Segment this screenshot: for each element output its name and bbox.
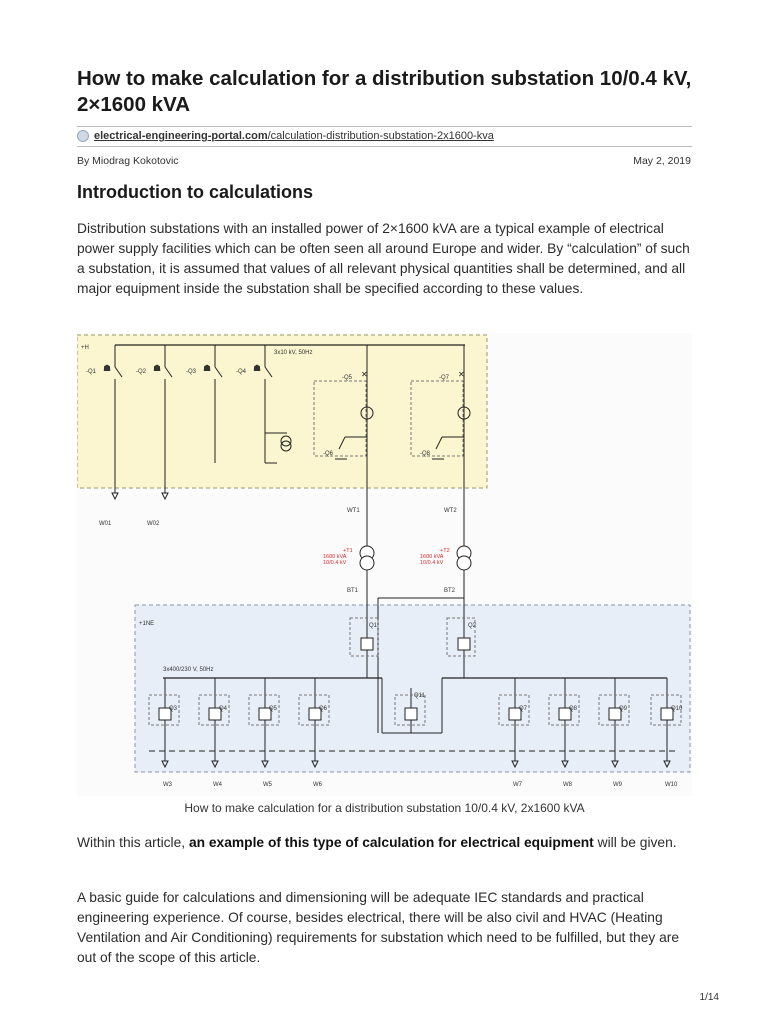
outgoing-breaker-label: Q3	[169, 706, 178, 712]
paragraph-guide: A basic guide for calculations and dimensioning will be adequate IEC standards and practical engineering experience. Of course, besides electrical, there will be also civil and HVAC (Heating Ventilation and Air Conditioning) requirements for substation which need to be fulfilled, but they are out of the scope of this article.	[77, 890, 680, 965]
lv-switchgear-panel	[135, 605, 690, 772]
title-divider	[77, 126, 692, 127]
breaker-icon: ✕	[361, 370, 368, 379]
transformer-rating-t2: 1600 kVA	[420, 554, 444, 560]
outgoing-breaker-label: Q4	[219, 706, 228, 712]
mv-panel-tag: +H	[81, 345, 89, 351]
mv-switch-label-q1: -Q1	[86, 369, 97, 375]
incomer-label-q1: Q1	[369, 623, 378, 629]
cable-label-wt1: WT1	[347, 508, 360, 514]
lv-bus-label: 3x400/230 V, 50Hz	[163, 667, 214, 673]
figure-caption: How to make calculation for a distribution substation 10/0.4 kV, 2x1600 kVA	[184, 801, 585, 815]
outgoing-breaker-label: Q6	[319, 706, 328, 712]
outgoing-breaker-label: Q10	[671, 706, 683, 712]
outgoing-cable-label: W6	[313, 782, 322, 788]
single-line-diagram	[77, 333, 692, 796]
feeder-label-w02: W02	[147, 521, 160, 527]
page-number: 1/14	[699, 992, 719, 1003]
single-line-diagram-svg	[77, 333, 692, 796]
outgoing-cable-label: W3	[163, 782, 172, 788]
mv-switch-label-q4: -Q4	[236, 369, 247, 375]
outgoing-cable-label: W5	[263, 782, 272, 788]
breaker-icon: ✕	[458, 370, 465, 379]
transformer-tag-t1: +T1	[343, 548, 353, 554]
fuse-bell-icon: ☗	[103, 363, 112, 373]
outgoing-cable-label: W7	[513, 782, 522, 788]
outgoing-cable-label: W8	[563, 782, 572, 788]
mv-switchgear-panel	[77, 335, 487, 488]
transformer-rating-t1: 1600 kVA	[323, 554, 347, 560]
mv-switch-label-q3: -Q3	[186, 369, 197, 375]
outgoing-cable-label: W9	[613, 782, 622, 788]
source-link[interactable]: electrical-engineering-portal.com/calculation-distribution-substation-2x1600-kva	[94, 130, 494, 142]
mv-switch-label-q2: -Q2	[136, 369, 147, 375]
outgoing-breaker-label: Q7	[519, 706, 528, 712]
article-title: How to make calculation for a distribution substation 10/0.4 kV, 2×1600 kVA	[77, 67, 692, 116]
earthing-label-q8: -Q8	[420, 451, 431, 457]
transformer-tag-t2: +T2	[440, 548, 450, 554]
lv-panel-tag: +1NE	[139, 621, 155, 627]
section-heading: Introduction to calculations	[77, 182, 314, 202]
incomer-label-q2: Q2	[468, 623, 477, 629]
publish-date: May 2, 2019	[633, 155, 691, 167]
fuse-bell-icon: ☗	[203, 363, 212, 373]
cable-end-w02	[162, 493, 168, 499]
cable-label-wt2: WT2	[444, 508, 457, 514]
cable-label-bt2: BT2	[444, 588, 456, 594]
mv-bus-label: 3x10 kV, 50Hz	[274, 350, 313, 356]
fuse-bell-icon: ☗	[153, 363, 162, 373]
author-byline: By Miodrag Kokotovic	[77, 155, 179, 167]
transformer-t1	[323, 546, 374, 570]
outgoing-breaker-label: Q9	[619, 706, 628, 712]
coupler-label-q11: Q11	[414, 693, 425, 699]
source-link-row	[77, 130, 494, 142]
cable-end-w01	[112, 493, 118, 499]
fuse-bell-icon: ☗	[253, 363, 262, 373]
feeder-label-w01: W01	[99, 521, 112, 527]
breaker-label-q7: -Q7	[439, 375, 450, 381]
outgoing-cable-label: W10	[665, 782, 678, 788]
transformer-ratio-t2: 10/0.4 kV	[420, 560, 444, 566]
globe-icon	[77, 130, 89, 142]
earthing-label-q6: -Q6	[323, 451, 334, 457]
transformer-t2	[420, 546, 471, 570]
outgoing-cable-label: W4	[213, 782, 222, 788]
breaker-label-q5: -Q5	[342, 375, 353, 381]
cable-label-bt1: BT1	[347, 588, 359, 594]
emphasis-text: an example of this type of calculation for electrical equipment	[188, 835, 594, 850]
outgoing-breaker-label: Q5	[269, 706, 278, 712]
paragraph-example: Within this article, an example of this type of calculation for electrical equipment will be given.	[77, 835, 677, 850]
intro-paragraph: Distribution substations with an installed power of 2×1600 kVA are a typical example of electrical power supply facilities which can be often seen all around Europe and wider. By “calculation” of such a substation, it is assumed that values of all relevant physical quantities shall be determined, and all major equipment inside the substation shall be specified according to these values.	[77, 221, 690, 296]
outgoing-breaker-label: Q8	[569, 706, 578, 712]
transformer-ratio-t1: 10/0.4 kV	[323, 560, 347, 566]
source-divider	[77, 146, 692, 147]
